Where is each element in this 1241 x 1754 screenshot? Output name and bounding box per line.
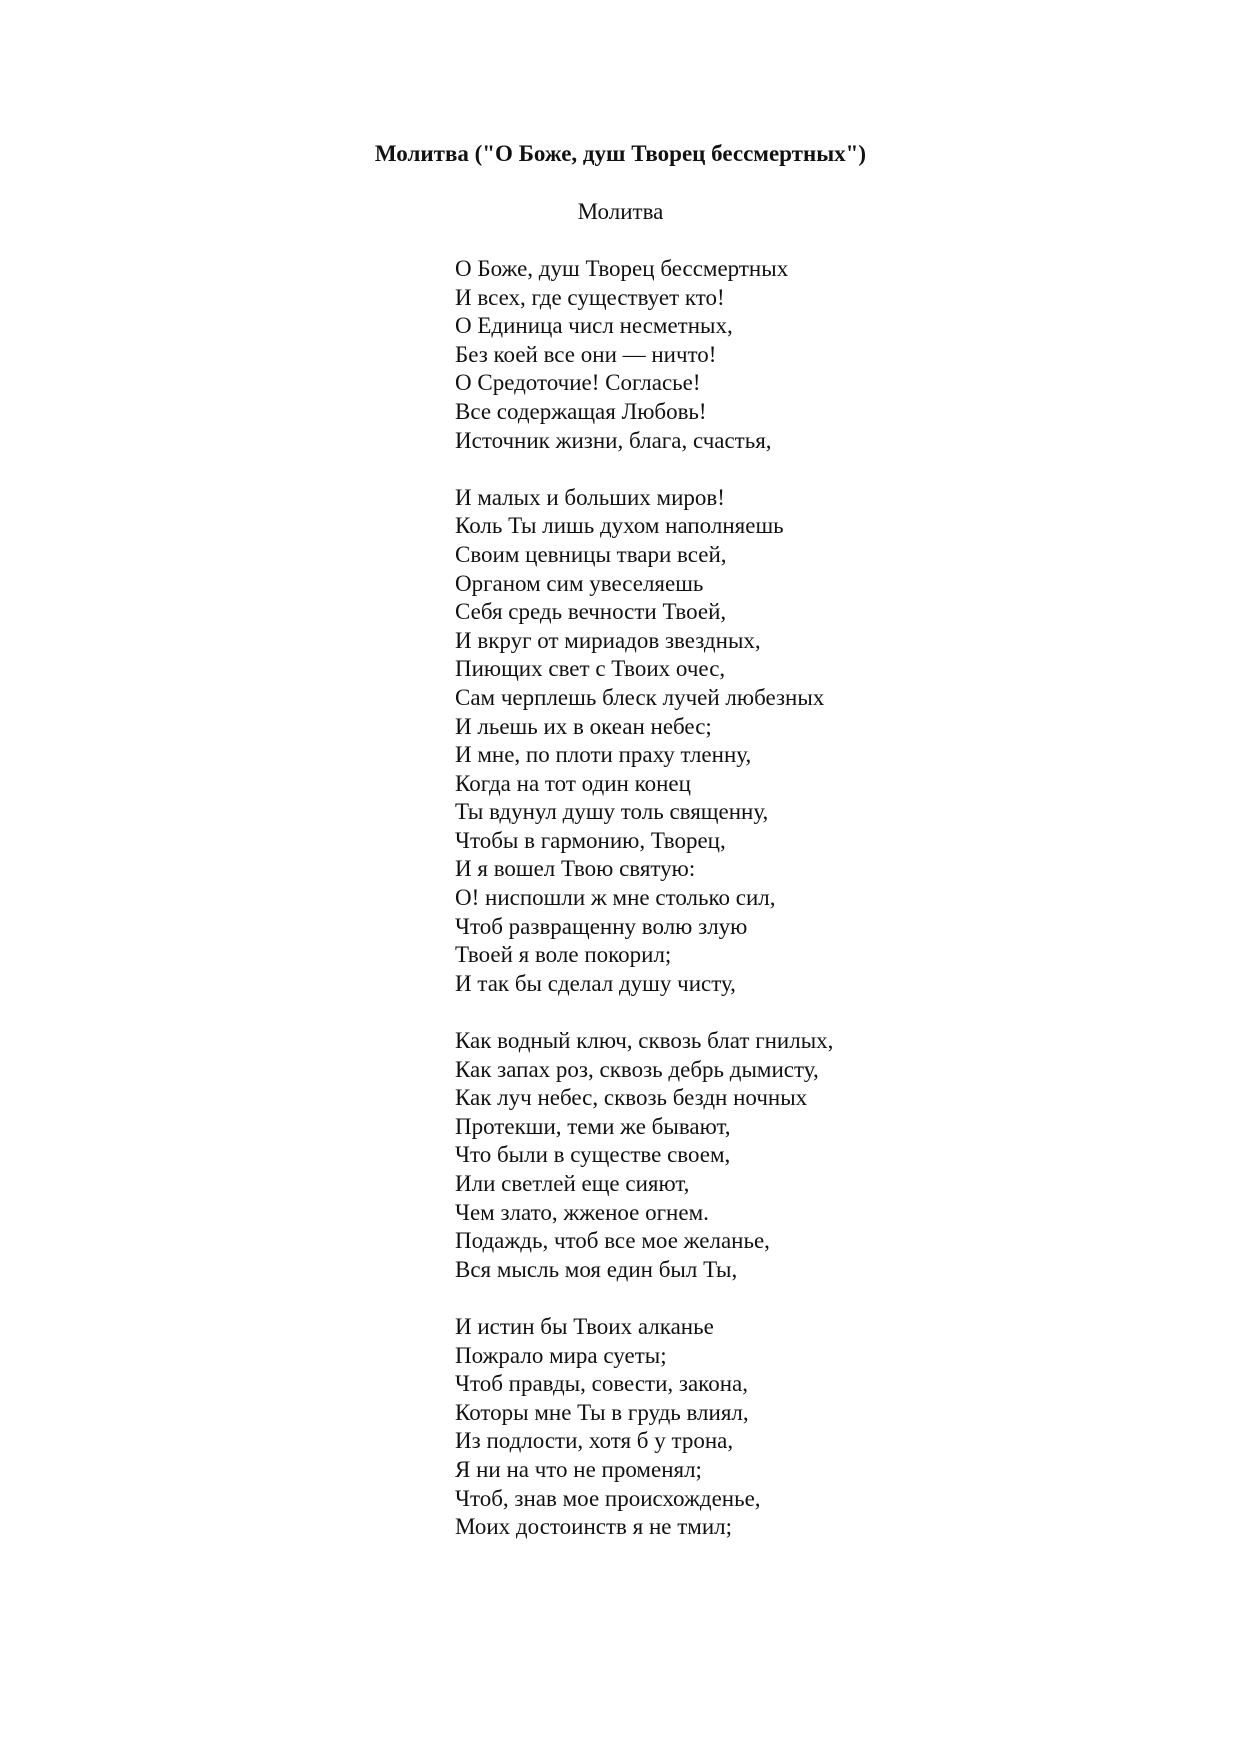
poem-line: Как запах роз, сквозь дебрь дымисту, xyxy=(455,1056,819,1082)
poem-line: И вкруг от мириадов звездных, xyxy=(455,627,761,653)
poem-line: И истин бы Твоих алканье xyxy=(455,1313,714,1339)
poem-line: О Средоточие! Согласье! xyxy=(455,370,701,396)
poem-line: Сам черплешь блеск лучей любезных xyxy=(455,684,825,710)
poem-line: Все содержащая Любовь! xyxy=(455,398,707,424)
poem-line: Протекши, теми же бывают, xyxy=(455,1113,731,1139)
poem-line: И малых и больших миров! xyxy=(455,484,725,510)
poem-line: Чтобы в гармонию, Творец, xyxy=(455,827,726,853)
poem-line: Источник жизни, блага, счастья, xyxy=(455,427,772,453)
poem-line: И я вошел Твою святую: xyxy=(455,856,696,882)
poem-line: О! ниспошли ж мне столько сил, xyxy=(455,885,776,911)
poem-line: Как луч небес, сквозь бездн ночных xyxy=(455,1085,808,1111)
poem-line: Которы мне Ты в грудь влиял, xyxy=(455,1399,749,1425)
poem-body xyxy=(455,255,833,1570)
poem-line: Чтоб правды, совести, закона, xyxy=(455,1371,748,1397)
poem-stanza xyxy=(455,1313,833,1542)
poem-line: Моих достоинств я не тмил; xyxy=(455,1514,733,1540)
poem-line: И так бы сделал душу чисту, xyxy=(455,970,736,996)
poem-line: Чтоб, знав мое происхожденье, xyxy=(455,1485,761,1511)
poem-line: О Боже, душ Творец бессмертных xyxy=(455,256,789,281)
poem-line: Когда на тот один конец xyxy=(455,770,691,796)
poem-line: Пиющих свет с Твоих очес, xyxy=(455,656,726,682)
poem-line: Без коей все они — ничто! xyxy=(455,341,717,367)
poem-line: Своим цевницы твари всей, xyxy=(455,541,727,567)
poem-line: Коль Ты лишь духом наполняешь xyxy=(455,513,784,539)
poem-line: Пожрало мира суеты; xyxy=(455,1342,667,1368)
poem-line: Ты вдунул душу толь священну, xyxy=(455,799,769,825)
poem-line: Себя средь вечности Твоей, xyxy=(455,599,727,625)
poem-stanza xyxy=(455,1027,833,1284)
poem-line: И мне, по плоти праху тленну, xyxy=(455,742,752,768)
poem-line: Из подлости, хотя б у трона, xyxy=(455,1428,734,1454)
poem-line: Твоей я воле покорил; xyxy=(455,942,672,968)
poem-line: Или светлей еще сияют, xyxy=(455,1171,690,1196)
poem-line: Вся мысль моя един был Ты, xyxy=(455,1256,738,1282)
poem-line: Чтоб развращенну волю злую xyxy=(455,913,748,939)
poem-line: Я ни на что не променял; xyxy=(455,1456,702,1482)
poem-line: Что были в существе своем, xyxy=(455,1142,731,1168)
poem-line: И всех, где существует кто! xyxy=(455,284,725,310)
document-title: Молитва ("О Боже, душ Творец бессмертных") xyxy=(374,141,867,166)
poem-subtitle: Молитва xyxy=(577,199,664,224)
poem-stanza xyxy=(455,484,833,999)
poem-line: Как водный ключ, сквозь блат гнилых, xyxy=(455,1028,834,1054)
poem-line: Чем злато, жженое огнем. xyxy=(455,1199,709,1225)
poem-stanza xyxy=(455,255,833,455)
poem-line: Органом сим увеселяешь xyxy=(455,570,704,596)
poem-line: О Единица числ несметных, xyxy=(455,313,733,339)
poem-line: И льешь их в океан небес; xyxy=(455,713,712,739)
poem-line: Подаждь, чтоб все мое желанье, xyxy=(455,1228,770,1254)
